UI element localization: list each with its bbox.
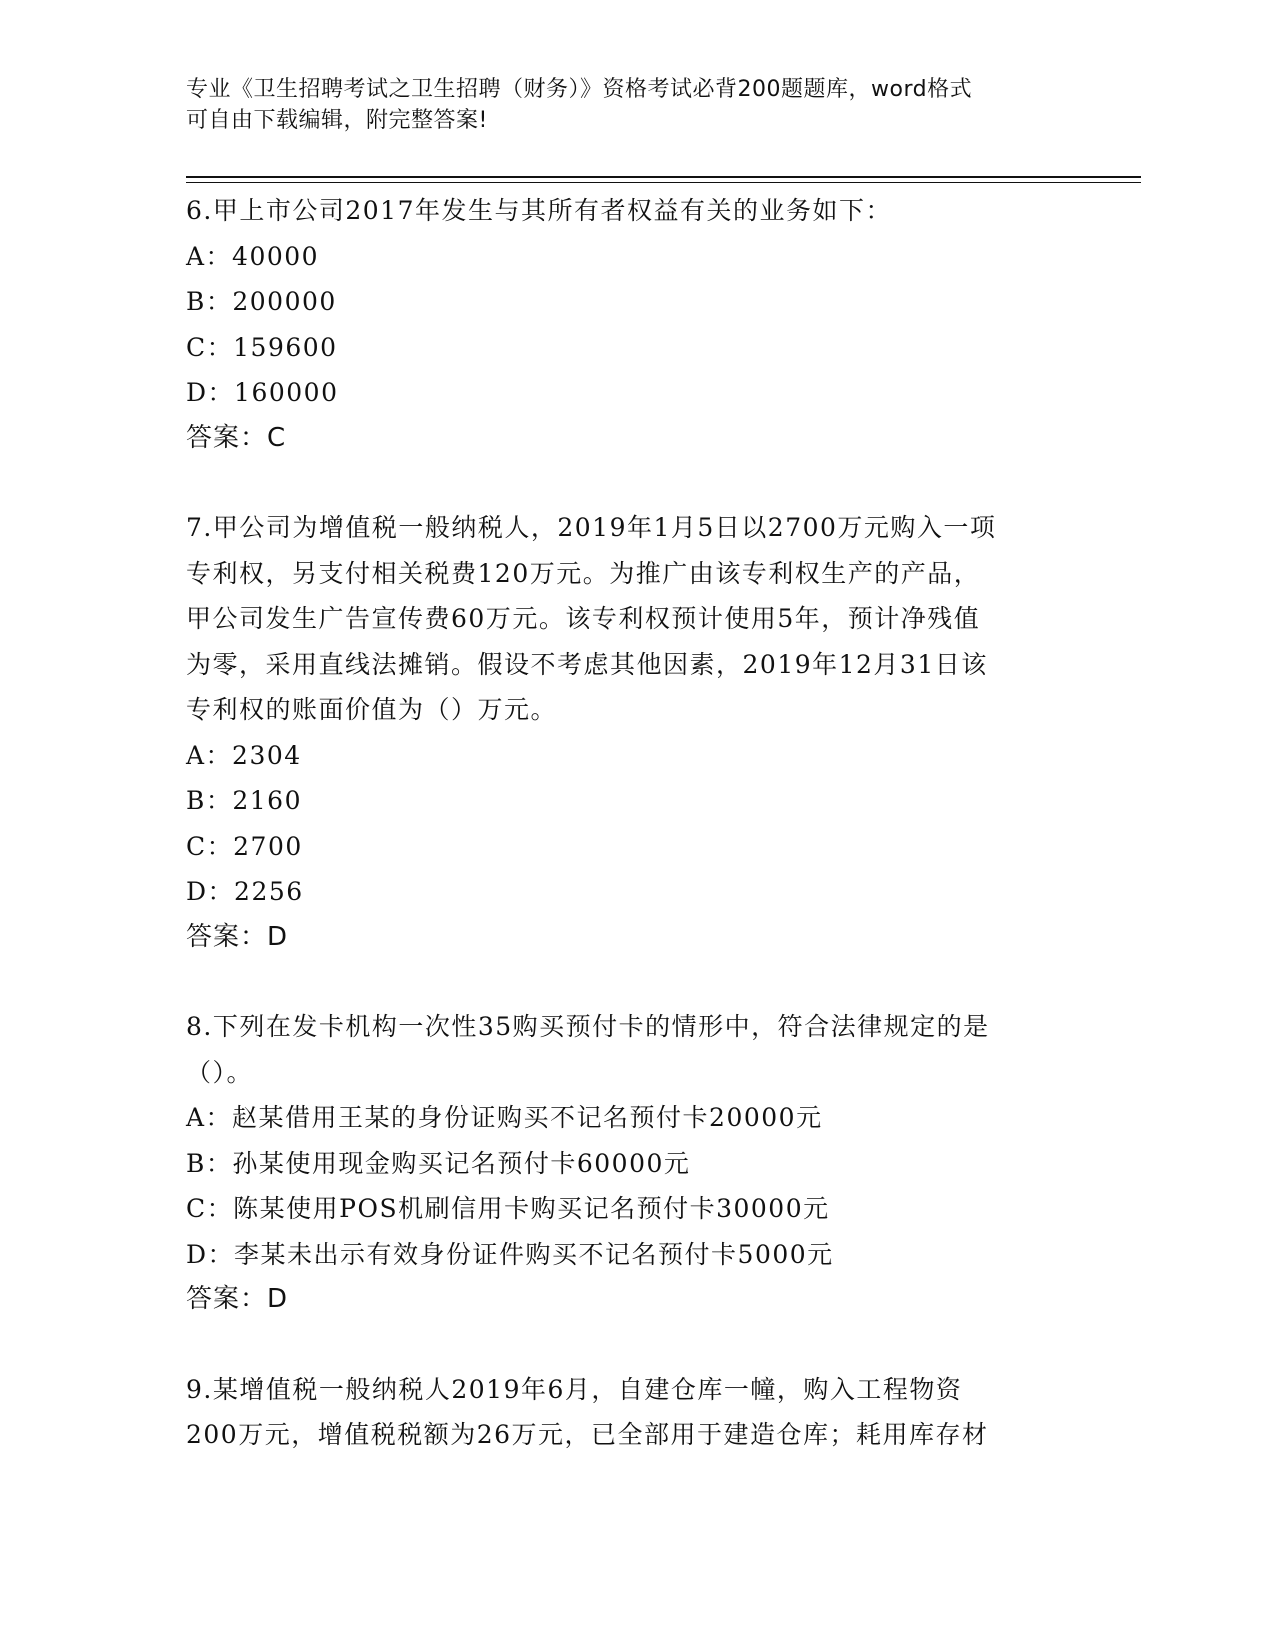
option-a: A：2304 — [186, 740, 302, 770]
answer: 答案：D — [186, 1284, 289, 1314]
answer: 答案：C — [186, 422, 287, 453]
question-text: 专利权的账面价值为（）万元。 — [186, 695, 558, 724]
header-line-2: 可自由下载编辑，附完整答案! — [186, 108, 488, 133]
question-spacer — [186, 461, 1066, 505]
option-a: A：赵某借用王某的身份证购买不记名预付卡20000元 — [186, 1103, 823, 1132]
question-text: 6.甲上市公司2017年发生与其所有者权益有关的业务如下： — [186, 196, 892, 225]
option-b: B：200000 — [186, 287, 337, 316]
answer: 答案：D — [186, 921, 289, 952]
question-6 — [186, 188, 1066, 461]
question-8 — [186, 1004, 1066, 1323]
question-9 — [186, 1367, 1066, 1458]
option-c: C：陈某使用POS机刷信用卡购买记名预付卡30000元 — [186, 1194, 830, 1223]
option-b: B：孙某使用现金购买记名预付卡60000元 — [186, 1148, 691, 1178]
header-rule-thin — [186, 182, 1141, 183]
option-c: C：2700 — [186, 831, 303, 861]
header-line-1: 专业《卫生招聘考试之卫生招聘（财务）》资格考试必背200题题库，word格式 — [186, 77, 973, 102]
document-header — [186, 74, 1066, 136]
question-text: 专利权，另支付相关税费120万元。为推广由该专利权生产的产品， — [186, 558, 981, 588]
option-c: C：159600 — [186, 332, 338, 362]
option-d: D：李某未出示有效身份证件购买不记名预付卡5000元 — [186, 1239, 834, 1269]
question-7 — [186, 505, 1066, 960]
option-b: B：2160 — [186, 786, 302, 815]
question-text: 9.某增值税一般纳税人2019年6月，自建仓库一幢，购入工程物资 — [186, 1374, 963, 1404]
question-spacer — [186, 1323, 1066, 1367]
question-text: 200万元，增值税税额为26万元，已全部用于建造仓库；耗用库存材 — [186, 1420, 989, 1449]
question-text: 7.甲公司为增值税一般纳税人，2019年1月5日以2700万元购入一项 — [186, 513, 997, 542]
option-a: A：40000 — [186, 241, 320, 271]
header-rule-thick — [186, 176, 1141, 178]
question-text: 为零，采用直线法摊销。假设不考虑其他因素，2019年12月31日该 — [186, 649, 988, 679]
question-text: 甲公司发生广告宣传费60万元。该专利权预计使用5年，预计净残值 — [186, 604, 981, 633]
question-spacer — [186, 960, 1066, 1004]
option-d: D：2256 — [186, 877, 304, 906]
option-d: D：160000 — [186, 378, 339, 407]
question-text: （）。 — [186, 1057, 254, 1087]
question-list — [186, 188, 1066, 1458]
question-text: 8.下列在发卡机构一次性35购买预付卡的情形中，符合法律规定的是 — [186, 1012, 990, 1041]
